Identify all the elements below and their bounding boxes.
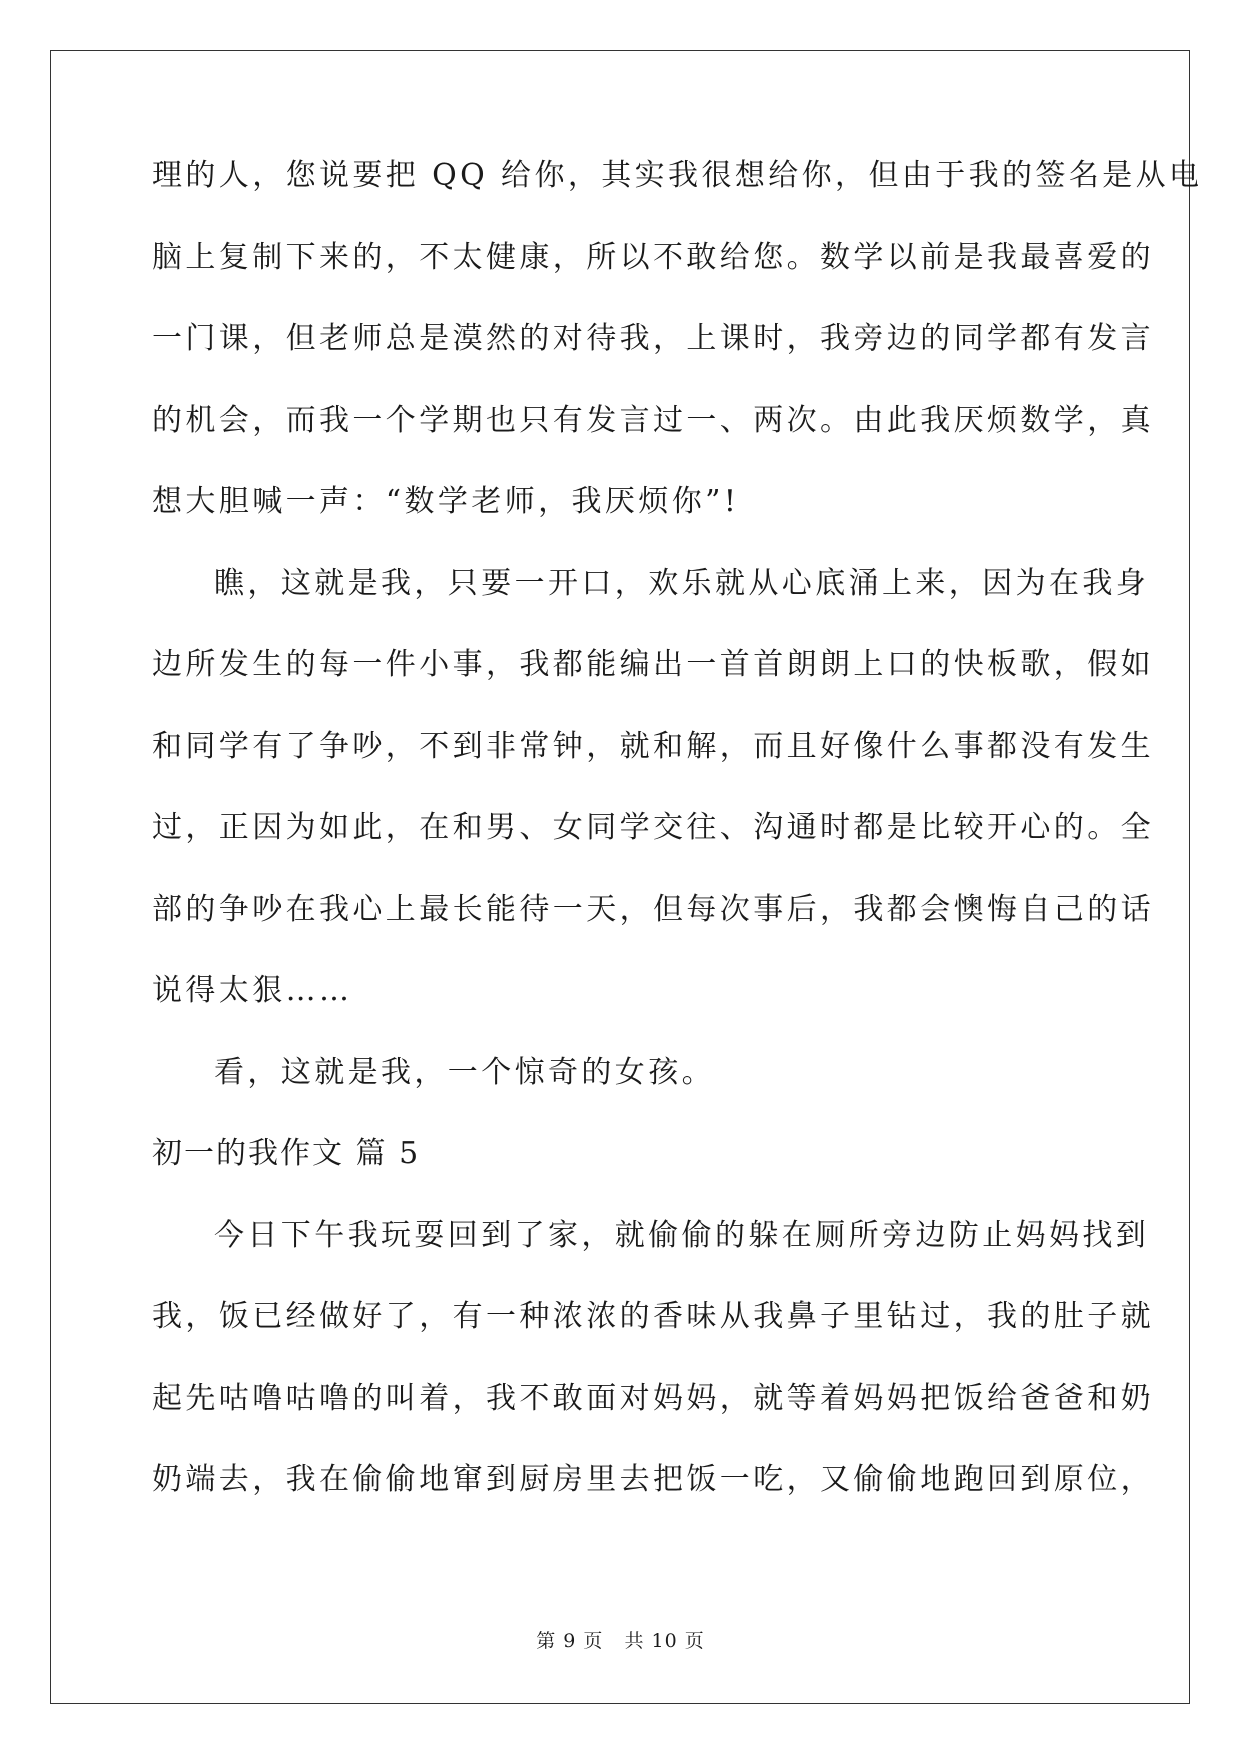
text-line: 我，饭已经做好了，有一种浓浓的香味从我鼻子里钻过，我的肚子就 [152, 1299, 1154, 1334]
page-number: 第 9 页 [536, 1630, 604, 1652]
paragraph-start-line: 看，这就是我，一个惊奇的女孩。 [214, 1054, 715, 1090]
document-body [152, 158, 1203, 1546]
text-line: 说得太狠…… [152, 973, 353, 1008]
text-line: 边所发生的每一件小事，我都能编出一首首朗朗上口的快板歌，假如 [152, 647, 1154, 682]
text-line: 脑上复制下来的，不太健康，所以不敢给您。数学以前是我最喜爱的 [152, 239, 1154, 275]
text-line: 的机会，而我一个学期也只有发言过一、两次。由此我厌烦数学，真 [152, 402, 1154, 438]
page-footer [0, 1626, 1241, 1653]
text-line: 一门课，但老师总是漠然的对待我，上课时，我旁边的同学都有发言 [152, 321, 1154, 356]
text-line: 过，正因为如此，在和男、女同学交往、沟通时都是比较开心的。全 [152, 810, 1154, 845]
text-line: 奶端去，我在偷偷地窜到厨房里去把饭一吃，又偷偷地跑回到原位， [152, 1462, 1154, 1497]
text-line: 理的人，您说要把 QQ 给你，其实我很想给你，但由于我的签名是从电 [152, 158, 1203, 193]
section-heading: 初一的我作文 篇 5 [152, 1136, 421, 1171]
total-pages: 共 10 页 [624, 1630, 705, 1652]
paragraph-start-line: 瞧，这就是我，只要一开口，欢乐就从心底涌上来，因为在我身 [214, 565, 1150, 601]
text-line: 想大胆喊一声：“数学老师，我厌烦你”! [152, 484, 740, 519]
text-line: 部的争吵在我心上最长能待一天，但每次事后，我都会懊悔自己的话 [152, 891, 1154, 927]
text-line: 和同学有了争吵，不到非常钟，就和解，而且好像什么事都没有发生 [152, 728, 1154, 764]
paragraph-start-line: 今日下午我玩耍回到了家，就偷偷的躲在厕所旁边防止妈妈找到 [214, 1217, 1150, 1253]
text-line: 起先咕噜咕噜的叫着，我不敢面对妈妈，就等着妈妈把饭给爸爸和奶 [152, 1380, 1154, 1416]
